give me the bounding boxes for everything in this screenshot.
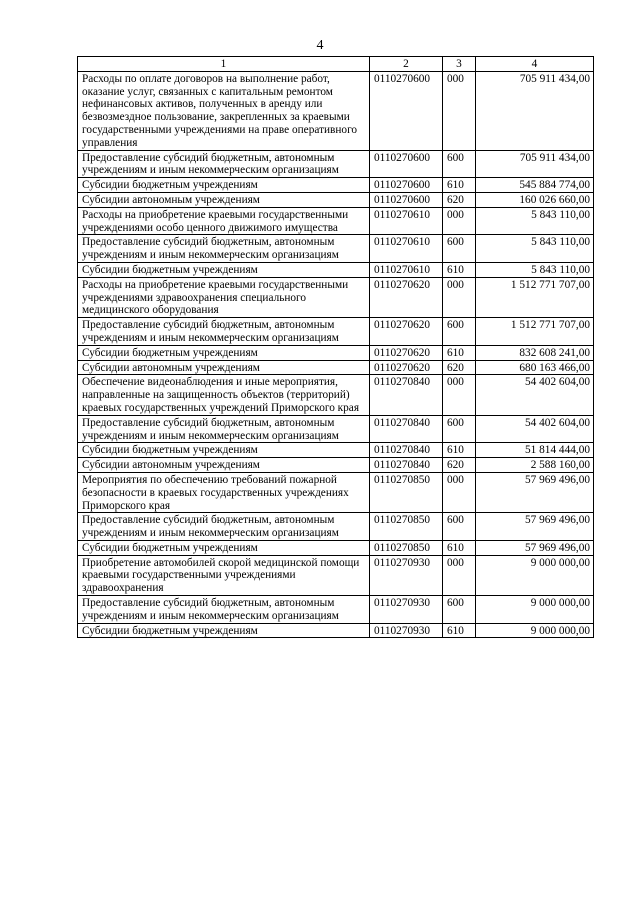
expense-name-cell: Предоставление субсидий бюджетным, автономным учреждениям и иным некоммерческим организациям — [78, 150, 370, 178]
target-code-cell: 0110270600 — [370, 192, 443, 207]
target-code-cell: 0110270850 — [370, 540, 443, 555]
target-code-cell: 0110270850 — [370, 472, 443, 512]
column-header-3: 3 — [443, 57, 476, 72]
amount-cell: 54 402 604,00 — [476, 375, 594, 415]
expense-name-cell: Субсидии бюджетным учреждениям — [78, 345, 370, 360]
amount-cell: 9 000 000,00 — [476, 596, 594, 624]
expense-type-cell: 000 — [443, 472, 476, 512]
expense-type-cell: 600 — [443, 596, 476, 624]
expense-name-cell: Субсидии бюджетным учреждениям — [78, 540, 370, 555]
expense-type-cell: 000 — [443, 277, 476, 317]
expense-name-cell: Расходы по оплате договоров на выполнение работ, оказание услуг, связанных с капитальным ремонтом нефинансовых активов, полученных в аренду или безвозмездное пользование, закрепленных за краевыми государственными учреждениями на праве оперативного управления — [78, 71, 370, 150]
table-row — [78, 277, 594, 317]
expense-name-cell: Субсидии автономным учреждениям — [78, 192, 370, 207]
expense-name-cell: Субсидии автономным учреждениям — [78, 458, 370, 473]
table-row — [78, 513, 594, 541]
amount-cell: 5 843 110,00 — [476, 235, 594, 263]
expense-type-cell: 600 — [443, 150, 476, 178]
table-row — [78, 458, 594, 473]
target-code-cell: 0110270840 — [370, 458, 443, 473]
table-row — [78, 623, 594, 638]
target-code-cell: 0110270840 — [370, 443, 443, 458]
expense-type-cell: 000 — [443, 71, 476, 150]
expense-name-cell: Субсидии бюджетным учреждениям — [78, 178, 370, 193]
amount-cell: 705 911 434,00 — [476, 71, 594, 150]
table-row — [78, 472, 594, 512]
table-row — [78, 360, 594, 375]
amount-cell: 9 000 000,00 — [476, 555, 594, 595]
target-code-cell: 0110270620 — [370, 318, 443, 346]
amount-cell: 57 969 496,00 — [476, 513, 594, 541]
expense-type-cell: 610 — [443, 345, 476, 360]
amount-cell: 545 884 774,00 — [476, 178, 594, 193]
target-code-cell: 0110270930 — [370, 623, 443, 638]
amount-cell: 54 402 604,00 — [476, 415, 594, 443]
target-code-cell: 0110270600 — [370, 178, 443, 193]
expense-type-cell: 620 — [443, 458, 476, 473]
table-row — [78, 318, 594, 346]
target-code-cell: 0110270850 — [370, 513, 443, 541]
expense-name-cell: Предоставление субсидий бюджетным, автономным учреждениям и иным некоммерческим организациям — [78, 318, 370, 346]
table-header-row — [78, 57, 594, 72]
amount-cell: 2 588 160,00 — [476, 458, 594, 473]
target-code-cell: 0110270930 — [370, 555, 443, 595]
expense-type-cell: 610 — [443, 623, 476, 638]
budget-table-body — [78, 57, 594, 638]
page-number: 4 — [316, 38, 324, 53]
target-code-cell: 0110270840 — [370, 375, 443, 415]
amount-cell: 680 163 466,00 — [476, 360, 594, 375]
expense-type-cell: 610 — [443, 262, 476, 277]
column-header-1: 1 — [78, 57, 370, 72]
table-row — [78, 443, 594, 458]
table-row — [78, 345, 594, 360]
expense-type-cell: 600 — [443, 235, 476, 263]
table-row — [78, 262, 594, 277]
expense-name-cell: Субсидии автономным учреждениям — [78, 360, 370, 375]
expense-type-cell: 600 — [443, 513, 476, 541]
table-row — [78, 596, 594, 624]
expense-name-cell: Расходы на приобретение краевыми государственными учреждениями особо ценного движимого имущества — [78, 207, 370, 235]
amount-cell: 57 969 496,00 — [476, 472, 594, 512]
amount-cell: 51 814 444,00 — [476, 443, 594, 458]
expense-type-cell: 000 — [443, 375, 476, 415]
budget-table — [77, 56, 594, 638]
target-code-cell: 0110270610 — [370, 262, 443, 277]
target-code-cell: 0110270620 — [370, 360, 443, 375]
target-code-cell: 0110270840 — [370, 415, 443, 443]
table-row — [78, 415, 594, 443]
expense-type-cell: 610 — [443, 443, 476, 458]
expense-type-cell: 610 — [443, 540, 476, 555]
expense-name-cell: Предоставление субсидий бюджетным, автономным учреждениям и иным некоммерческим организациям — [78, 513, 370, 541]
table-row — [78, 555, 594, 595]
amount-cell: 57 969 496,00 — [476, 540, 594, 555]
expense-type-cell: 620 — [443, 192, 476, 207]
amount-cell: 5 843 110,00 — [476, 262, 594, 277]
table-row — [78, 235, 594, 263]
table-row — [78, 71, 594, 150]
target-code-cell: 0110270930 — [370, 596, 443, 624]
expense-type-cell: 600 — [443, 415, 476, 443]
expense-name-cell: Субсидии бюджетным учреждениям — [78, 262, 370, 277]
amount-cell: 705 911 434,00 — [476, 150, 594, 178]
expense-type-cell: 610 — [443, 178, 476, 193]
target-code-cell: 0110270600 — [370, 150, 443, 178]
table-row — [78, 540, 594, 555]
expense-type-cell: 600 — [443, 318, 476, 346]
expense-name-cell: Обеспечение видеонаблюдения и иные мероприятия, направленные на защищенность объектов (территорий) краевых государственных учреждений Приморского края — [78, 375, 370, 415]
table-row — [78, 192, 594, 207]
column-header-2: 2 — [370, 57, 443, 72]
target-code-cell: 0110270620 — [370, 345, 443, 360]
table-row — [78, 375, 594, 415]
amount-cell: 9 000 000,00 — [476, 623, 594, 638]
target-code-cell: 0110270610 — [370, 235, 443, 263]
table-row — [78, 150, 594, 178]
expense-name-cell: Мероприятия по обеспечению требований пожарной безопасности в краевых государственных учреждениях Приморского края — [78, 472, 370, 512]
target-code-cell: 0110270620 — [370, 277, 443, 317]
expense-name-cell: Предоставление субсидий бюджетным, автономным учреждениям и иным некоммерческим организациям — [78, 415, 370, 443]
expense-type-cell: 000 — [443, 207, 476, 235]
amount-cell: 1 512 771 707,00 — [476, 277, 594, 317]
table-row — [78, 207, 594, 235]
expense-name-cell: Расходы на приобретение краевыми государственными учреждениями здравоохранения специального медицинского оборудования — [78, 277, 370, 317]
expense-name-cell: Приобретение автомобилей скорой медицинской помощи краевыми государственными учреждениями здравоохранения — [78, 555, 370, 595]
amount-cell: 832 608 241,00 — [476, 345, 594, 360]
amount-cell: 160 026 660,00 — [476, 192, 594, 207]
expense-name-cell: Предоставление субсидий бюджетным, автономным учреждениям и иным некоммерческим организациям — [78, 235, 370, 263]
target-code-cell: 0110270600 — [370, 71, 443, 150]
expense-type-cell: 000 — [443, 555, 476, 595]
expense-type-cell: 620 — [443, 360, 476, 375]
amount-cell: 5 843 110,00 — [476, 207, 594, 235]
table-row — [78, 178, 594, 193]
amount-cell: 1 512 771 707,00 — [476, 318, 594, 346]
target-code-cell: 0110270610 — [370, 207, 443, 235]
expense-name-cell: Субсидии бюджетным учреждениям — [78, 443, 370, 458]
column-header-4: 4 — [476, 57, 594, 72]
expense-name-cell: Субсидии бюджетным учреждениям — [78, 623, 370, 638]
expense-name-cell: Предоставление субсидий бюджетным, автономным учреждениям и иным некоммерческим организациям — [78, 596, 370, 624]
